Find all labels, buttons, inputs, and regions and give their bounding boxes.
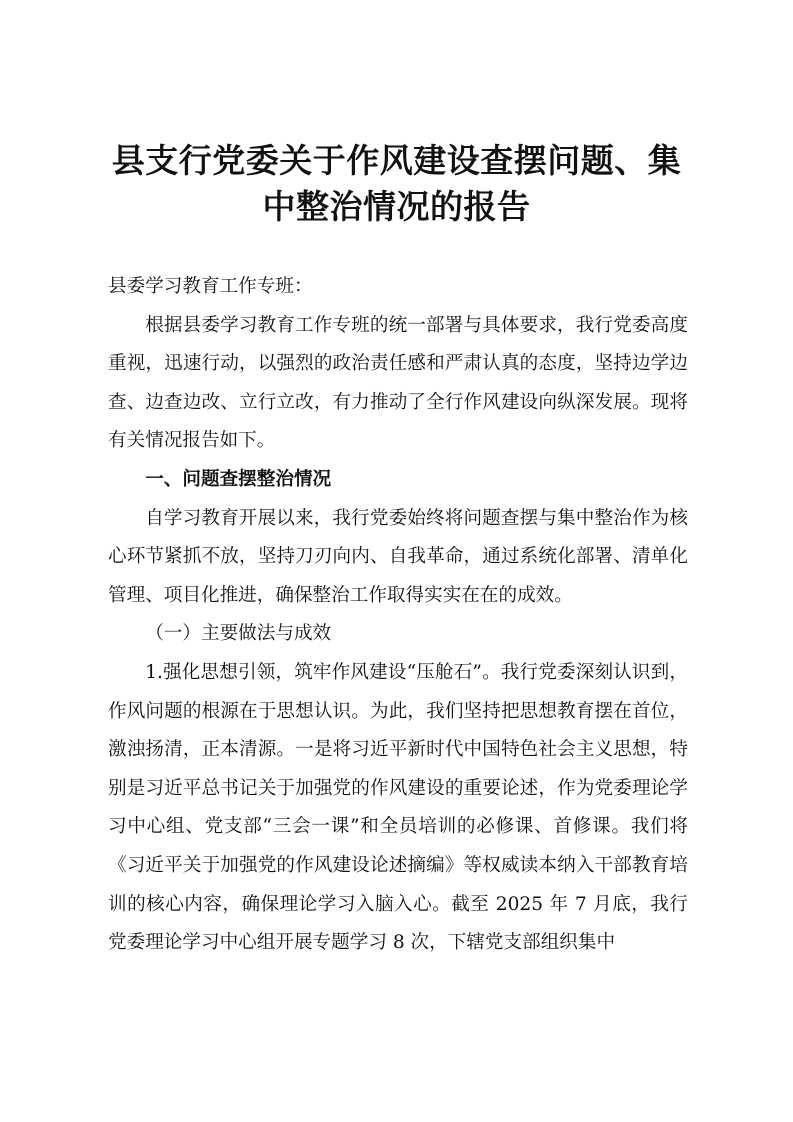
section-heading: 一、问题查摆整治情况 — [145, 468, 332, 490]
item-paragraph: 1.强化思想引领，筑牢作风建设“压舱石”。我行党委深刻认识到，作风问题的根源在于思想认识。为此，我们坚持把思想教育摆在首位，激浊扬清，正本清源。一是将习近平新时代中国特色社会主义思想，特别是习近平总书记关于加强党的作风建设的重要论述，作为党委理论学习中心组、党支部“三会一课”和全员培训的必修课、首修课。我们将《习近平关于加强党的作风建设论述摘编》等权威读本纳入干部教育培训的核心内容，确保理论学习入脑入心。截至 2025 年 7 月底，我行党委理论学习中心组开展专题学习 8 次，下辖党支部组织集中 — [108, 661, 688, 954]
document-title — [60, 138, 733, 230]
title-line-2: 中整治情况的报告 — [262, 187, 531, 226]
section-paragraph: 自学习教育开展以来，我行党委始终将问题查摆与集中整治作为核心环节紧抓不放，坚持刀刃向内、自我革命，通过系统化部署、清单化管理、项目化推进，确保整治工作取得实实在在的成效。 — [108, 507, 688, 606]
subsection-heading: （一）主要做法与成效 — [145, 623, 332, 645]
document-body — [108, 268, 688, 963]
salutation: 县委学习教育工作专班： — [108, 276, 313, 297]
intro-paragraph: 根据县委学习教育工作专班的统一部署与具体要求，我行党委高度重视，迅速行动，以强烈的政治责任感和严肃认真的态度，坚持边学边查、边查边改、立行立改，有力推动了全行作风建设向纵深发展。现将有关情况报告如下。 — [108, 314, 688, 452]
title-line-1: 县支行党委关于作风建设查摆问题、集 — [111, 141, 682, 180]
